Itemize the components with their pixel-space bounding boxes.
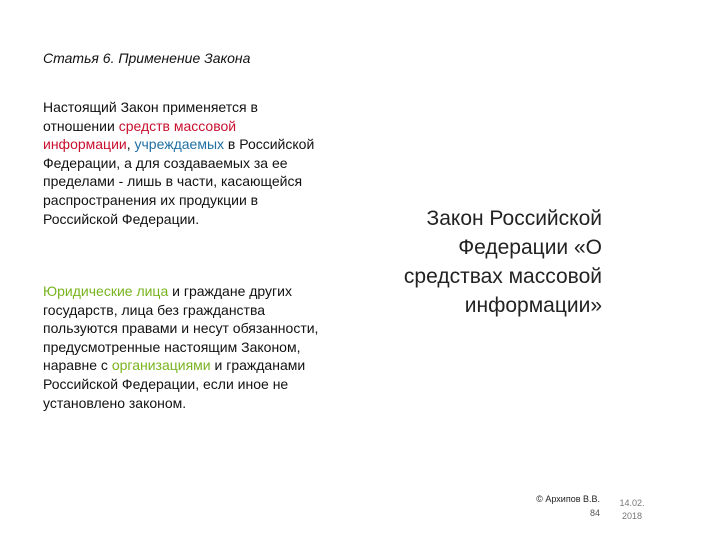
term-legal-entities: Юридические лица <box>43 283 169 299</box>
footer <box>520 492 600 520</box>
term-mass-media: средств массовой информации <box>43 117 237 153</box>
article-heading: Статья 6. Применение Закона <box>43 50 251 66</box>
paragraph2-text-1: и граждане других государств, лица без гражданства пользуются правами и несут обязанности, предусмотренные настоящим Законом, наравне с <box>43 283 319 374</box>
paragraph1-text-1: Настоящий Закон применяется в отношении <box>43 99 258 134</box>
term-founded: учреждаемых <box>134 136 225 153</box>
law-title: Закон Российской Федерации «О средствах массовой информации» <box>403 207 602 317</box>
paragraph-foreign-persons <box>43 282 323 412</box>
paragraph2-text-2: и гражданами Российской Федерации, если иное не установлено законом. <box>43 357 306 411</box>
term-organizations: организациями <box>111 357 211 374</box>
slide-date <box>612 497 652 523</box>
date-line-1: 14.02. <box>619 498 645 508</box>
paragraph1-text-2: в Российской Федерации, а для создаваемых за ее пределами - лишь в части, касающейся распространения их продукции в Российской Федерации. <box>43 136 315 227</box>
paragraph-application-scope <box>43 98 323 228</box>
author-copyright: © Архипов В.В. <box>536 494 600 504</box>
page-number: 84 <box>589 508 600 518</box>
paragraph1-comma: , <box>126 136 135 153</box>
date-line-2: 2018 <box>621 511 643 521</box>
